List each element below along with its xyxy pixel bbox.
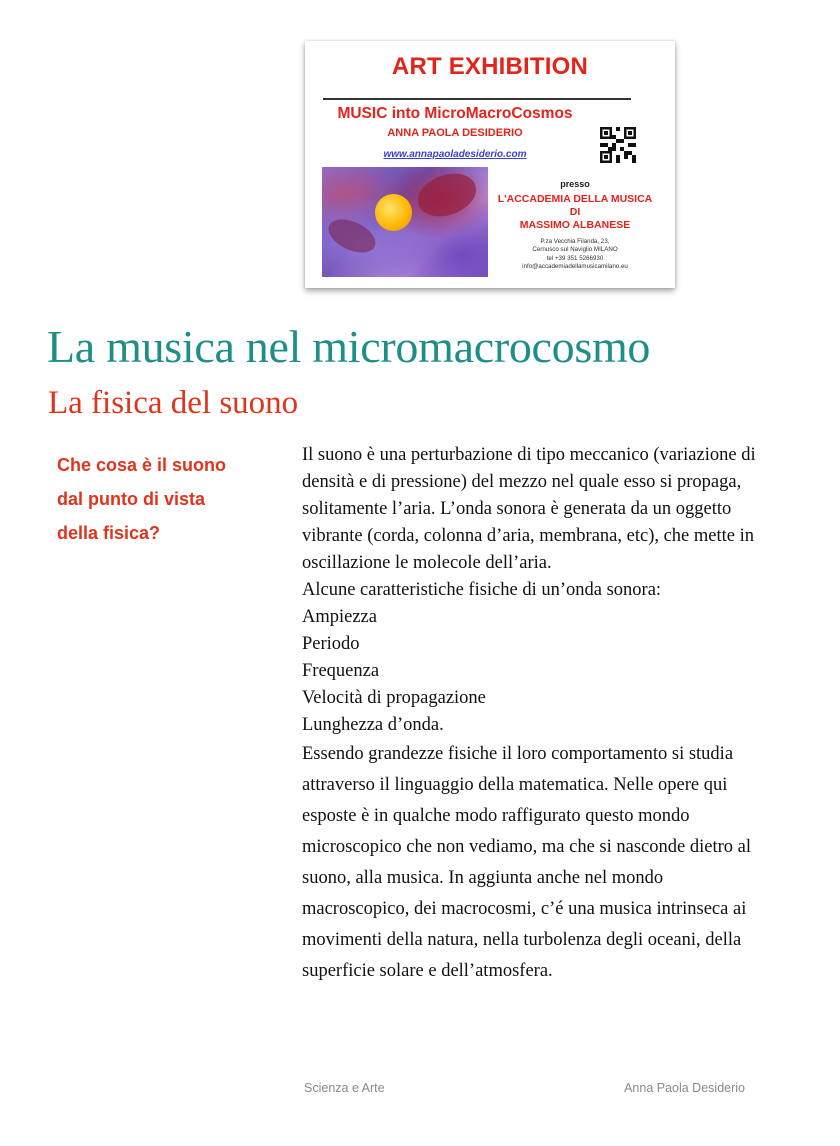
poster-address: P.za Vecchia Filanda, 23, Cernusco sul Naviglio MILANO tel +39 351 5266930 info@accademiadellamusicamilano.eu (522, 238, 628, 270)
list-item: Periodo (302, 634, 360, 654)
poster-website-link[interactable]: www.annapaoladesiderio.com (383, 149, 527, 160)
poster-divider (323, 98, 631, 100)
sidebar-question: Che cosa è il suono dal punto di vista della fisica? (57, 455, 227, 543)
footer-left: Scienza e Arte (304, 1081, 385, 1095)
list-item: Ampiezza (302, 607, 377, 627)
exhibition-artwork-image (322, 167, 488, 277)
section-title: La fisica del suono (48, 385, 299, 421)
poster-presso: presso (560, 179, 590, 189)
body-text (302, 442, 772, 987)
list-intro: Alcune caratteristiche fisiche di un’onda sonora: (302, 580, 662, 600)
list-item: Frequenza (302, 661, 380, 681)
intro-paragraph: Il suono è una perturbazione di tipo meccanico (variazione di densità e di pressione) del mezzo nel quale esso si propaga, solitamente l’aria. L’onda sonora è generata da un oggetto vibrante (corda, colonna d’aria, membrana, etc), che mette in oscillazione le molecole dell’aria. (302, 445, 756, 573)
list-item: Velocità di propagazione (302, 688, 486, 708)
closing-paragraph: Essendo grandezze fisiche il loro comportamento si studia attraverso il linguaggio della matematica. Nelle opere qui esposte è in qualche modo raffigurato questo mondo microscopico che non vediamo, ma che si nasconde dietro al suono, alla musica. In aggiunta anche nel mondo macroscopico, dei macrocosmi, c’é una musica intrinseca ai movimenti della natura, nella turbolenza degli oceani, della superficie solare e dell’atmosfera. (302, 744, 751, 981)
list-item: Lunghezza d’onda. (302, 715, 444, 735)
qr-code-icon (600, 127, 636, 163)
poster-subtitle: MUSIC into MicroMacroCosmos (337, 105, 573, 122)
poster-academy: L'ACCADEMIA DELLA MUSICA DI MASSIMO ALBANESE (497, 193, 653, 231)
page-title: La musica nel micromacrocosmo (47, 321, 651, 372)
footer-right: Anna Paola Desiderio (624, 1081, 745, 1095)
exhibition-poster (305, 41, 675, 288)
poster-title: ART EXHIBITION (391, 53, 589, 80)
poster-artist: ANNA PAOLA DESIDERIO (387, 127, 523, 139)
